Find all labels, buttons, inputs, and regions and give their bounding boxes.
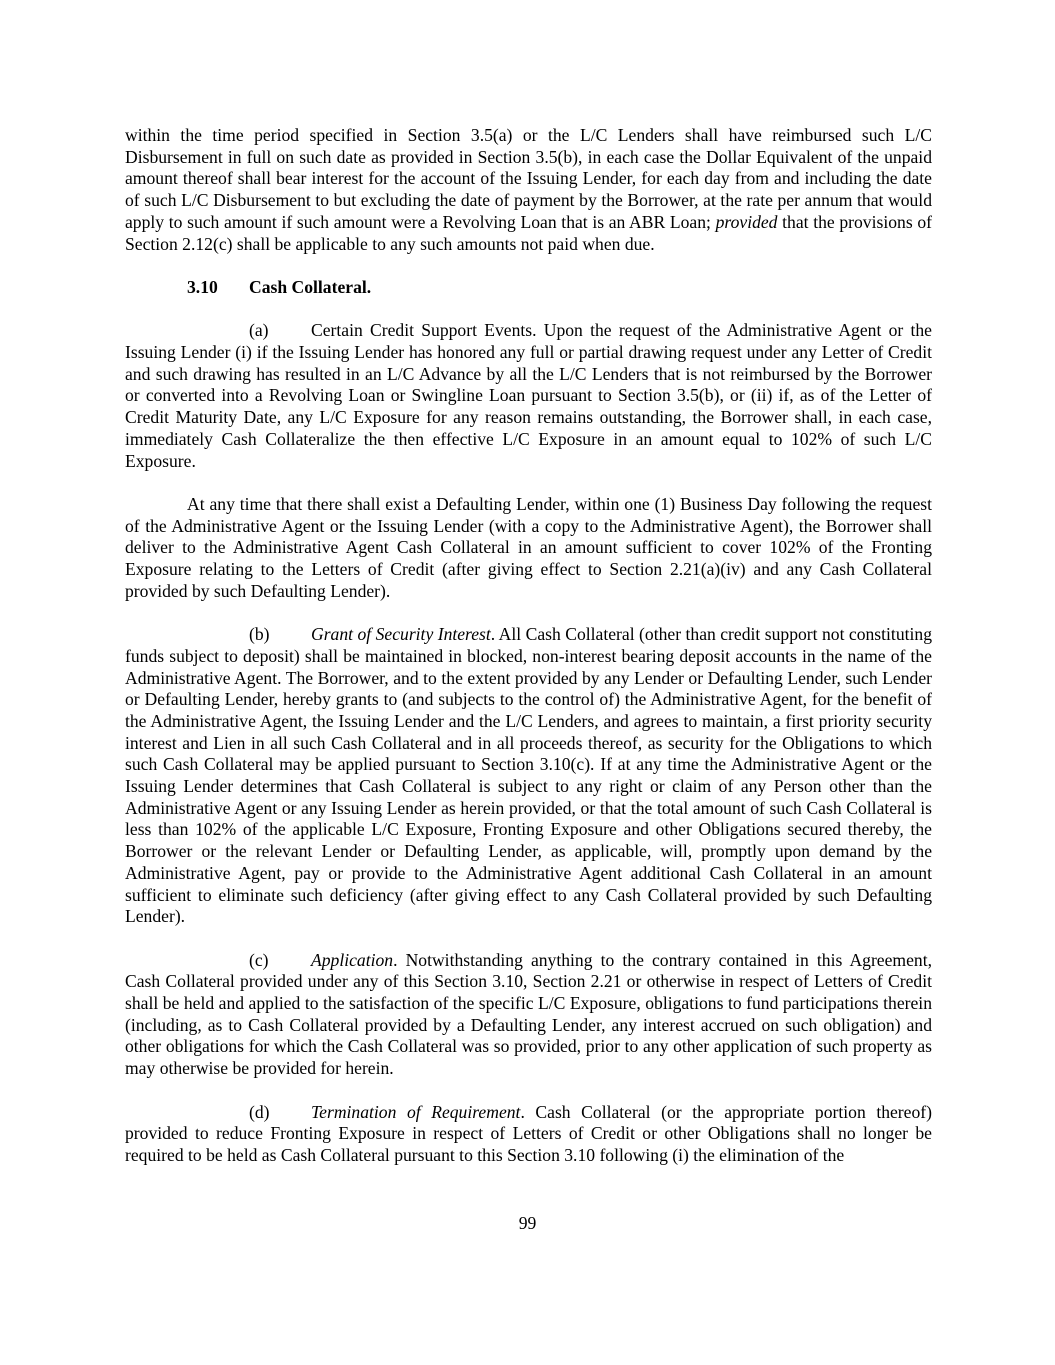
paragraph-c — [125, 950, 932, 1080]
paragraph-d-label: (d) — [249, 1101, 270, 1122]
paragraph-defaulting-lender — [125, 494, 932, 603]
intro-paragraph — [125, 125, 932, 255]
paragraph-c-heading: Application — [311, 949, 394, 970]
paragraph-a-text: Upon the request of the Administrative Agent or the Issuing Lender (i) if the Issuing Lender has honored any full or partial drawing request under any Letter of Credit and such drawing has resulted in an L/C Advance by all the L/C Lenders that is not reimbursed by the Borrower or converted into a Revolving Loan or Swingline Loan pursuant to Section 3.5(b), or (ii) if, as of the Letter of Credit Maturity Date, any L/C Exposure for any reason remains outstanding, the Borrower shall, in each case, immediately Cash Collateralize the then effective L/C Exposure in an amount equal to 102% of such L/C Exposure. — [125, 320, 932, 471]
page-number: 99 — [518, 1213, 537, 1233]
paragraph-b-label: (b) — [249, 624, 270, 645]
intro-text: within the time period specified in Section 3.5(a) or the L/C Lenders shall have reimbursed such L/C Disbursement in full on such date as provided in Section 3.5(b), in each case the Dollar Equivalent of the unpaid amount thereof shall bear interest for the account of the Issuing Lender, for each day from and including the date of such L/C Disbursement to but excluding the date of payment by the Borrower, at the rate per annum that would apply to such amount if such amount were a Revolving Loan that is an ABR Loan; — [125, 125, 932, 232]
paragraph-a — [125, 320, 932, 472]
paragraph-a-label: (a) — [249, 320, 269, 341]
paragraph-b — [125, 624, 932, 928]
paragraph-d-heading: Termination of Requirement — [311, 1101, 521, 1122]
section-heading — [125, 277, 932, 299]
paragraph-defaulting-text: At any time that there shall exist a Defaulting Lender, within one (1) Business Day following the request of the Administrative Agent or the Issuing Lender (with a copy to the Administrative Agent), the Borrower shall deliver to the Administrative Agent Cash Collateral in an amount sufficient to cover 102% of the Fronting Exposure relating to the Letters of Credit (after giving effect to Section 2.21(a)(iv) and any Cash Collateral provided by such Defaulting Lender). — [125, 493, 932, 601]
paragraph-c-label: (c) — [249, 949, 269, 970]
document-page — [125, 125, 932, 1167]
paragraph-d — [125, 1102, 932, 1167]
paragraph-b-text: . All Cash Collateral (other than credit support not constituting funds subject to deposit) shall be maintained in blocked, non-interest bearing deposit accounts in the name of the Administrative Agent. The Borrower, and to the extent provided by any Lender or Defaulting Lender, such Lender or Defaulting Lender, hereby grants to (and subjects to the control of) the Administrative Agent, for the benefit of the Administrative Agent, the Issuing Lender and the L/C Lenders, and agrees to maintain, a first priority security interest and Lien in all such Cash Collateral and in all proceeds thereof, as security for the Obligations to which such Cash Collateral may be applied pursuant to Section 3.10(c). If at any time the Administrative Agent or the Issuing Lender determines that Cash Collateral is subject to any right or claim of any Person other than the Administrative Agent or any Issuing Lender as herein provided, or that the total amount of such Cash Collateral is less than 102% of the applicable L/C Exposure, Fronting Exposure and other Obligations secured thereby, the Borrower or the relevant Lender or Defaulting Lender, as applicable, will, promptly upon demand by the Administrative Agent, pay or provide to the Administrative Agent additional Cash Collateral in an amount sufficient to eliminate such deficiency (after giving effect to any Cash Collateral provided by such Defaulting Lender). — [125, 624, 932, 927]
intro-text-end: that the provisions of Section 2.12(c) shall be applicable to any such amounts not paid when due. — [125, 211, 932, 254]
paragraph-d-text: . Cash Collateral (or the appropriate portion thereof) provided to reduce Fronting Exposure in respect of Letters of Credit or other Obligations shall no longer be required to be held as Cash Collateral pursuant to this Section 3.10 following (i) the elimination of the — [125, 1101, 932, 1165]
section-number: 3.10 — [187, 276, 218, 297]
paragraph-c-text: . Notwithstanding anything to the contrary contained in this Agreement, Cash Collateral provided under any of this Section 3.10, Section 2.21 or otherwise in respect of Letters of Credit shall be held and applied to the satisfaction of the specific L/C Exposure, obligations to fund participations therein (including, as to Cash Collateral provided by a Defaulting Lender, any interest accrued on such obligation) and other obligations for which the Cash Collateral was so provided, prior to any other application of such property as may otherwise be provided for herein. — [125, 949, 932, 1079]
intro-italic: provided — [715, 211, 778, 232]
section-title: Cash Collateral. — [249, 276, 372, 297]
paragraph-b-heading: Grant of Security Interest — [311, 624, 491, 645]
paragraph-a-heading: Certain Credit Support Events. — [311, 320, 537, 341]
